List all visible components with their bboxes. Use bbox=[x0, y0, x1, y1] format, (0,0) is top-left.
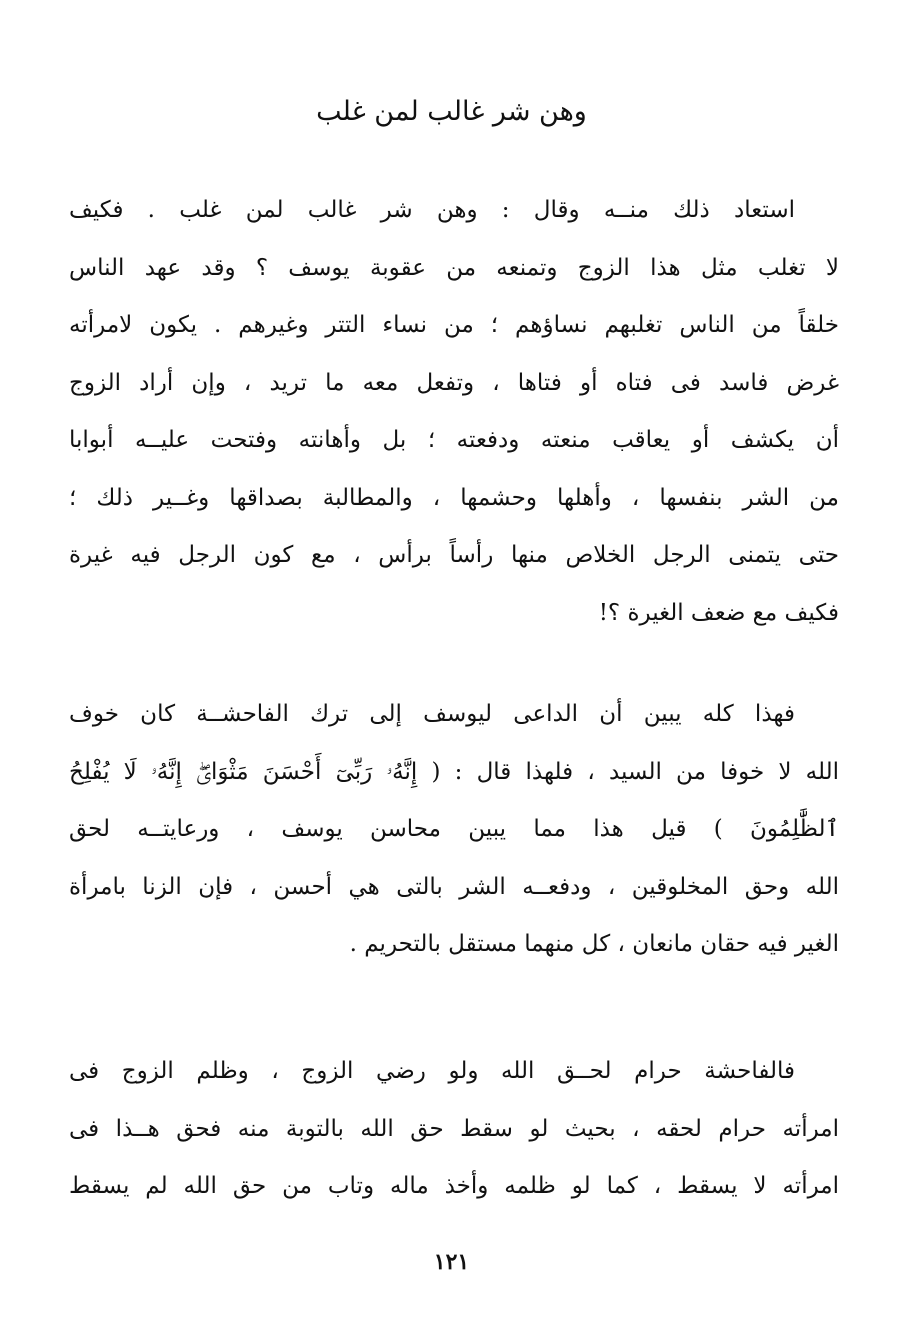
paragraph-2 bbox=[69, 686, 839, 974]
text-line: الله وحق المخلوقين ، ودفعــه الشر بالتى هي أحسن ، فإن الزنا بامرأة bbox=[69, 873, 839, 900]
text-line: غرض فاسد فى فتاه أو فتاها ، وتفعل معه ما تريد ، وإن أراد الزوج bbox=[69, 369, 839, 396]
text-line: حتى يتمنى الرجل الخلاص منها رأساً برأس ، مع كون الرجل فيه غيرة bbox=[69, 542, 839, 568]
text-line: امرأته حرام لحقه ، بحيث لو سقط حق الله بالتوبة منه فحق هــذا فى bbox=[69, 1115, 839, 1142]
text-line: فهذا كله يبين أن الداعى ليوسف إلى ترك الفاحشــة كان خوف bbox=[69, 701, 795, 727]
text-line: فكيف مع ضعف الغيرة ؟! bbox=[598, 599, 839, 626]
page-number: ١٢١ bbox=[433, 1249, 470, 1275]
quran-verse-line: ٱلظَّٰلِمُونَ ) قيل هذا مما يبين محاسن يوسف ، ورعايتــه لحق bbox=[69, 816, 839, 842]
paragraph-3 bbox=[69, 1043, 839, 1216]
text-line: لا تغلب مثل هذا الزوج وتمنعه من عقوبة يوسف ؟ وقد عهد الناس bbox=[69, 254, 839, 281]
text-line: الغير فيه حقان مانعان ، كل منهما مستقل بالتحريم . bbox=[349, 931, 839, 957]
text-line: امرأته لا يسقط ، كما لو ظلمه وأخذ ماله وتاب من حق الله لم يسقط bbox=[69, 1173, 839, 1199]
text-line: أن يكشف أو يعاقب منعته ودفعته ؛ بل وأهانته وفتحت عليــه أبوابا bbox=[69, 427, 839, 453]
quran-verse-line: الله لا خوفا من السيد ، فلهذا قال : ( إِنَّهُۥ رَبِّىٓ أَحْسَنَ مَثْوَاىَۖ إِنَّهُۥ لَا يُفْلِحُ bbox=[69, 758, 839, 785]
paragraph-1 bbox=[69, 182, 839, 642]
text-line: فالفاحشة حرام لحــق الله ولو رضي الزوج ، وظلم الزوج فى bbox=[69, 1058, 795, 1084]
text-line: استعاد ذلك منــه وقال : وهن شر غالب لمن غلب . فكيف bbox=[69, 197, 795, 223]
text-line: من الشر بنفسها ، وأهلها وحشمها ، والمطالبة بصداقها وغــير ذلك ؛ bbox=[69, 484, 839, 511]
running-header-title: وهن شر غالب لمن غلب bbox=[316, 96, 587, 127]
text-line: خلقاً من الناس تغلبهم نساؤهم ؛ من نساء التتر وغيرهم . يكون لامرأته bbox=[69, 312, 839, 338]
